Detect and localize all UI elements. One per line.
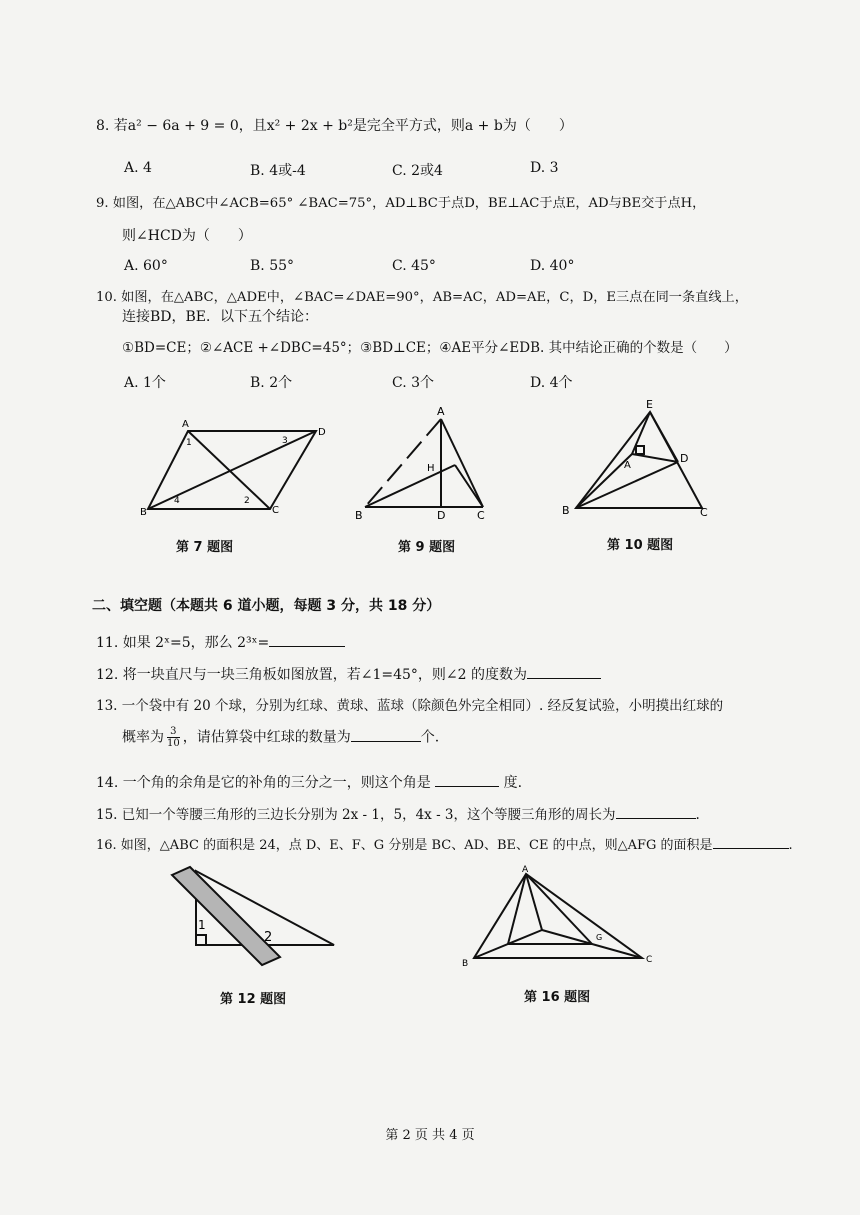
figure-9-caption: 第 9 题图 — [398, 540, 456, 555]
figure-10 — [562, 398, 722, 522]
q14-text: 14. 一个角的余角是它的补角的三分之一，则这个角是 — [96, 775, 431, 791]
question-13-line1: 13. 一个袋中有 20 个球，分别为红球、黄球、蓝球（除颜色外完全相同）. 经反复试验，小明摸出红球的 — [96, 698, 724, 714]
q14-suffix: 度. — [503, 775, 523, 791]
q12-answer-blank[interactable] — [527, 664, 601, 679]
q9-option-d: D. 40° — [530, 258, 575, 274]
q16-suffix: . — [788, 838, 793, 853]
q10-option-b: B. 2个 — [250, 375, 293, 391]
page-footer: 第 2 页 共 4 页 — [385, 1128, 475, 1143]
figure-7-caption: 第 7 题图 — [176, 540, 234, 555]
fig16-label-g: G — [596, 933, 603, 942]
q8-option-c: C. 2或4 — [392, 163, 443, 179]
fig9-segment-hc — [455, 465, 483, 507]
question-8: 8. 若a² − 6a + 9 = 0，且x² + 2x + b²是完全平方式，则a + b为（ ） — [96, 118, 573, 134]
fig10-label-c: C — [700, 506, 708, 519]
q13-frac-num: 3 — [167, 726, 180, 738]
fig16-segment-af — [508, 874, 526, 944]
fig9-label-h: H — [427, 463, 435, 474]
q8-option-b: B. 4或-4 — [250, 163, 306, 179]
fig7-angle-4: 4 — [174, 496, 180, 506]
question-15 — [96, 804, 700, 825]
figure-7 — [140, 415, 340, 525]
fig10-segment-ad — [632, 454, 678, 462]
question-12 — [96, 664, 601, 685]
q13-suffix: 个. — [420, 729, 440, 746]
q15-text: 15. 已知一个等腰三角形的三边长分别为 2x - 1，5，4x - 3，这个等腰三角形的周长为 — [96, 807, 616, 823]
fig9-label-d: D — [437, 509, 446, 522]
q14-answer-blank[interactable] — [435, 772, 499, 787]
fig7-label-c: C — [272, 505, 279, 516]
fig7-label-d: D — [318, 427, 326, 438]
q13-answer-blank[interactable] — [351, 727, 421, 742]
q11-text: 11. 如果 2ˣ=5，那么 2³ˣ= — [96, 635, 270, 651]
q13-frac-den: 10 — [167, 738, 180, 749]
fig16-label-c: C — [646, 955, 653, 965]
figure-16-caption: 第 16 题图 — [524, 990, 591, 1005]
fig12-angle-2: 2 — [264, 930, 273, 945]
fig9-label-a: A — [437, 405, 445, 418]
fig7-angle-2: 2 — [244, 496, 250, 506]
fig10-label-b: B — [562, 504, 570, 517]
question-11 — [96, 632, 345, 653]
fig10-label-a: A — [624, 460, 631, 471]
question-14 — [96, 772, 522, 793]
q13-prob-label: 概率为 — [122, 729, 164, 746]
q13-text-mid: ，请估算袋中红球的数量为 — [182, 729, 351, 746]
section-2-header: 二、填空题（本题共 6 道小题，每题 3 分，共 18 分） — [92, 598, 441, 614]
fig10-segment-ed — [650, 412, 678, 462]
fig10-right-angle — [636, 446, 644, 454]
question-10-line1: 10. 如图，在△ABC，△ADE中，∠BAC=∠DAE=90°，AB=AC，AD=AE，C，D，E三点在同一条直线上， — [96, 290, 748, 305]
fig10-label-d: D — [680, 452, 689, 465]
q11-answer-blank[interactable] — [269, 632, 345, 647]
q16-answer-blank[interactable] — [713, 834, 789, 849]
fig7-label-a: A — [182, 419, 189, 430]
fig7-angle-3: 3 — [282, 436, 288, 446]
fig9-side-ac — [441, 419, 483, 507]
figure-12 — [168, 865, 348, 975]
q10-option-d: D. 4个 — [530, 375, 573, 391]
question-9-line2: 则∠HCD为（ ） — [122, 228, 252, 244]
question-16 — [96, 834, 793, 856]
question-13-line2 — [122, 726, 439, 749]
fig16-label-a: A — [522, 865, 529, 875]
q15-suffix: . — [695, 807, 700, 823]
question-10-line3: ①BD=CE；②∠ACE +∠DBC=45°；③BD⊥CE；④AE平分∠EDB. 其中结论正确的个数是（ ） — [122, 340, 738, 356]
fig7-diagonal-ac — [188, 431, 270, 509]
fig7-angle-1: 1 — [186, 438, 192, 448]
question-10-line2: 连接BD，BE．以下五个结论： — [122, 309, 319, 325]
q9-option-a: A. 60° — [124, 258, 168, 274]
fig7-label-b: B — [140, 507, 147, 518]
q16-text: 16. 如图，△ABC 的面积是 24，点 D、E、F、G 分别是 BC、AD、BE、CE 的中点，则△AFG 的面积是 — [96, 838, 713, 853]
fig12-right-angle — [196, 935, 206, 945]
q10-option-c: C. 3个 — [392, 375, 435, 391]
fig12-ruler — [172, 867, 280, 965]
q10-option-a: A. 1个 — [124, 375, 166, 391]
q9-option-c: C. 45° — [392, 258, 436, 274]
fig16-triangle-abc — [474, 874, 642, 958]
q9-option-b: B. 55° — [250, 258, 295, 274]
figure-12-caption: 第 12 题图 — [220, 992, 287, 1007]
fig12-angle-1: 1 — [198, 918, 206, 932]
fig10-label-e: E — [646, 398, 653, 411]
q8-option-d: D. 3 — [530, 160, 559, 176]
fig9-label-c: C — [477, 509, 485, 522]
question-9-line1: 9. 如图，在△ABC中∠ACB=65° ∠BAC=75°，AD⊥BC于点D，BE⊥AC于点E，AD与BE交于点H， — [96, 196, 706, 211]
fig9-label-b: B — [355, 509, 363, 522]
q13-fraction — [167, 726, 180, 749]
q15-answer-blank[interactable] — [616, 804, 696, 819]
figure-9 — [355, 405, 495, 525]
q8-option-a: A. 4 — [124, 160, 152, 176]
fig16-label-b: B — [462, 959, 469, 969]
q12-text: 12. 将一块直尺与一块三角板如图放置，若∠1=45°，则∠2 的度数为 — [96, 667, 527, 683]
figure-10-caption: 第 10 题图 — [607, 538, 674, 553]
figure-16 — [458, 865, 658, 969]
